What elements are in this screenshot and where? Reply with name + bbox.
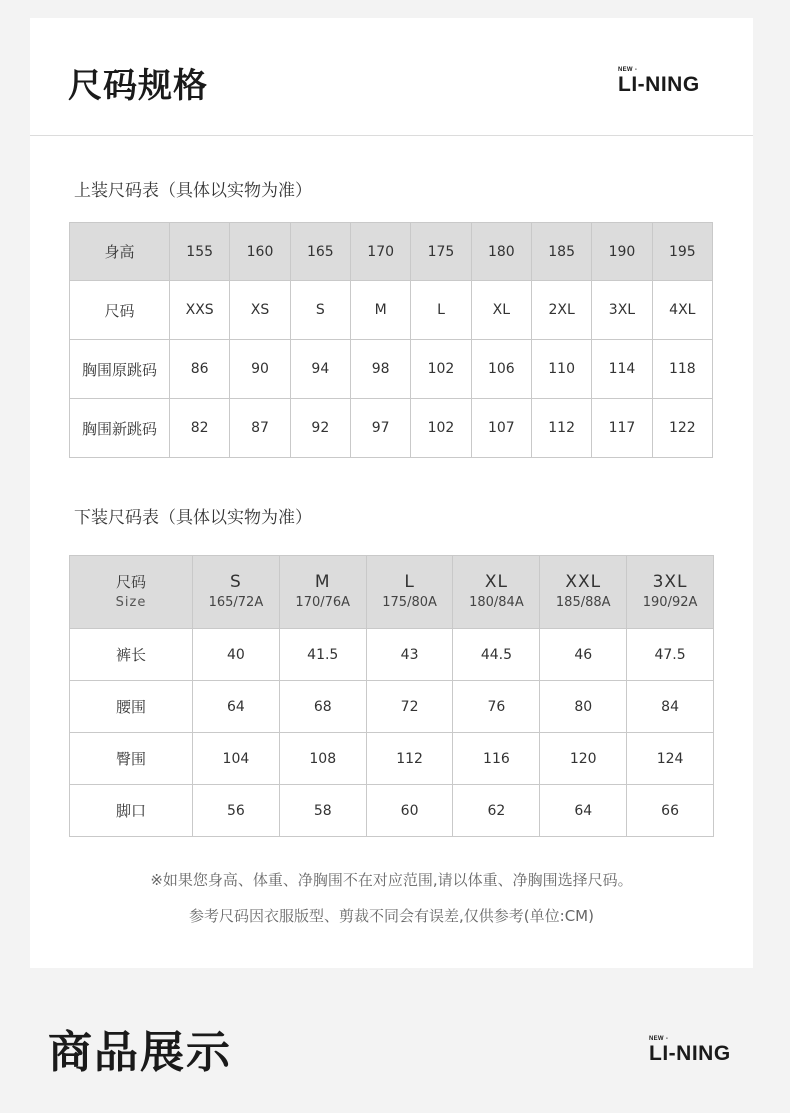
table-cell: 190	[592, 223, 652, 281]
table-cell: 87	[230, 399, 290, 458]
table-cell: 185	[531, 223, 591, 281]
table-cell: 64	[193, 681, 280, 733]
table-cell: 155	[170, 223, 230, 281]
top-size-table	[69, 222, 713, 458]
card-header	[30, 18, 753, 136]
table-cell: XXS	[170, 281, 230, 340]
table-cell: 112	[531, 399, 591, 458]
bottom-table-header-row	[70, 556, 714, 629]
table-cell: 76	[453, 681, 540, 733]
size-name: 3XL	[652, 572, 688, 592]
table-cell: 180	[471, 223, 531, 281]
table-cell: 94	[290, 340, 350, 399]
size-spec: 190/92A	[642, 595, 698, 610]
table-cell: 124	[627, 733, 714, 785]
size-header-cell	[366, 556, 453, 629]
table-cell: M	[350, 281, 410, 340]
size-header-cell	[193, 556, 280, 629]
size-name: S	[230, 572, 242, 592]
table-cell: 82	[170, 399, 230, 458]
size-header-cell	[627, 556, 714, 629]
table-cell: 60	[366, 785, 453, 837]
table-cell: 72	[366, 681, 453, 733]
table-cell: 122	[652, 399, 712, 458]
top-size-table-title: 上装尺码表（具体以实物为准）	[74, 181, 312, 201]
logo-new-text: NEW -	[618, 67, 638, 73]
row-label: 尺码	[70, 281, 170, 340]
table-cell: 97	[350, 399, 410, 458]
table-cell: 47.5	[627, 629, 714, 681]
table-cell: 44.5	[453, 629, 540, 681]
table-cell: 84	[627, 681, 714, 733]
table-cell: L	[411, 281, 471, 340]
size-header-cell	[540, 556, 627, 629]
table-cell: 120	[540, 733, 627, 785]
table-cell: 114	[592, 340, 652, 399]
size-note-1: ※如果您身高、体重、净胸围不在对应范围,请以体重、净胸围选择尺码。	[150, 871, 633, 889]
size-name: M	[314, 572, 331, 592]
table-cell: 3XL	[592, 281, 652, 340]
size-spec: 175/80A	[382, 595, 437, 610]
table-cell: 92	[290, 399, 350, 458]
table-cell: 170	[350, 223, 410, 281]
row-label: 胸围新跳码	[70, 399, 170, 458]
table-cell: 98	[350, 340, 410, 399]
table-cell: 110	[531, 340, 591, 399]
size-spec: 165/72A	[208, 595, 264, 610]
row-label: 身高	[70, 223, 170, 281]
page-title: 尺码规格	[68, 66, 208, 106]
table-cell: 112	[366, 733, 453, 785]
table-cell: 40	[193, 629, 280, 681]
table-row	[70, 629, 714, 681]
table-cell: 46	[540, 629, 627, 681]
size-spec: 170/76A	[295, 595, 351, 610]
table-cell: 106	[471, 340, 531, 399]
table-cell: 118	[652, 340, 712, 399]
logo-brand-text: LI-NING	[649, 1042, 731, 1065]
table-cell: 80	[540, 681, 627, 733]
table-cell: 102	[411, 399, 471, 458]
table-cell: 56	[193, 785, 280, 837]
table-cell: XL	[471, 281, 531, 340]
table-cell: 43	[366, 629, 453, 681]
brand-logo	[618, 67, 700, 96]
brand-logo-bottom	[649, 1036, 731, 1065]
table-cell: 116	[453, 733, 540, 785]
table-row	[70, 733, 714, 785]
table-cell: 68	[279, 681, 366, 733]
table-cell: 108	[279, 733, 366, 785]
row-label: 脚口	[70, 785, 193, 837]
size-spec: 185/88A	[555, 595, 611, 610]
table-row	[70, 785, 714, 837]
product-display-title: 商品展示	[48, 1027, 232, 1078]
size-name: L	[404, 572, 415, 592]
row-label: 腰围	[70, 681, 193, 733]
table-cell: 66	[627, 785, 714, 837]
table-cell: 58	[279, 785, 366, 837]
row-label: 臀围	[70, 733, 193, 785]
header-label-sub: Size	[115, 595, 147, 610]
table-cell: XS	[230, 281, 290, 340]
table-cell: 41.5	[279, 629, 366, 681]
table-row	[70, 399, 713, 458]
table-cell: 107	[471, 399, 531, 458]
header-label: 尺码	[115, 573, 146, 591]
table-row	[70, 223, 713, 281]
table-cell: 2XL	[531, 281, 591, 340]
row-label: 裤长	[70, 629, 193, 681]
logo-brand-text: LI-NING	[618, 73, 700, 96]
table-row	[70, 281, 713, 340]
header-label-cell	[70, 556, 193, 629]
table-row	[70, 340, 713, 399]
table-cell: 195	[652, 223, 712, 281]
bottom-size-table	[69, 555, 714, 837]
size-spec: 180/84A	[469, 595, 524, 610]
table-row	[70, 681, 714, 733]
bottom-size-table-title: 下装尺码表（具体以实物为准）	[74, 508, 312, 528]
table-cell: 165	[290, 223, 350, 281]
table-cell: 104	[193, 733, 280, 785]
table-cell: S	[290, 281, 350, 340]
size-header-cell	[279, 556, 366, 629]
table-cell: 90	[230, 340, 290, 399]
table-cell: 64	[540, 785, 627, 837]
row-label: 胸围原跳码	[70, 340, 170, 399]
table-cell: 102	[411, 340, 471, 399]
size-name: XL	[484, 572, 508, 592]
table-cell: 86	[170, 340, 230, 399]
size-note-2: 参考尺码因衣服版型、剪裁不同会有误差,仅供参考(单位:CM)	[189, 907, 594, 925]
table-cell: 62	[453, 785, 540, 837]
table-cell: 117	[592, 399, 652, 458]
size-header-cell	[453, 556, 540, 629]
size-spec-card	[30, 18, 753, 968]
table-cell: 175	[411, 223, 471, 281]
size-name: XXL	[565, 572, 602, 592]
table-cell: 4XL	[652, 281, 712, 340]
table-cell: 160	[230, 223, 290, 281]
logo-new-text: NEW -	[649, 1036, 669, 1042]
